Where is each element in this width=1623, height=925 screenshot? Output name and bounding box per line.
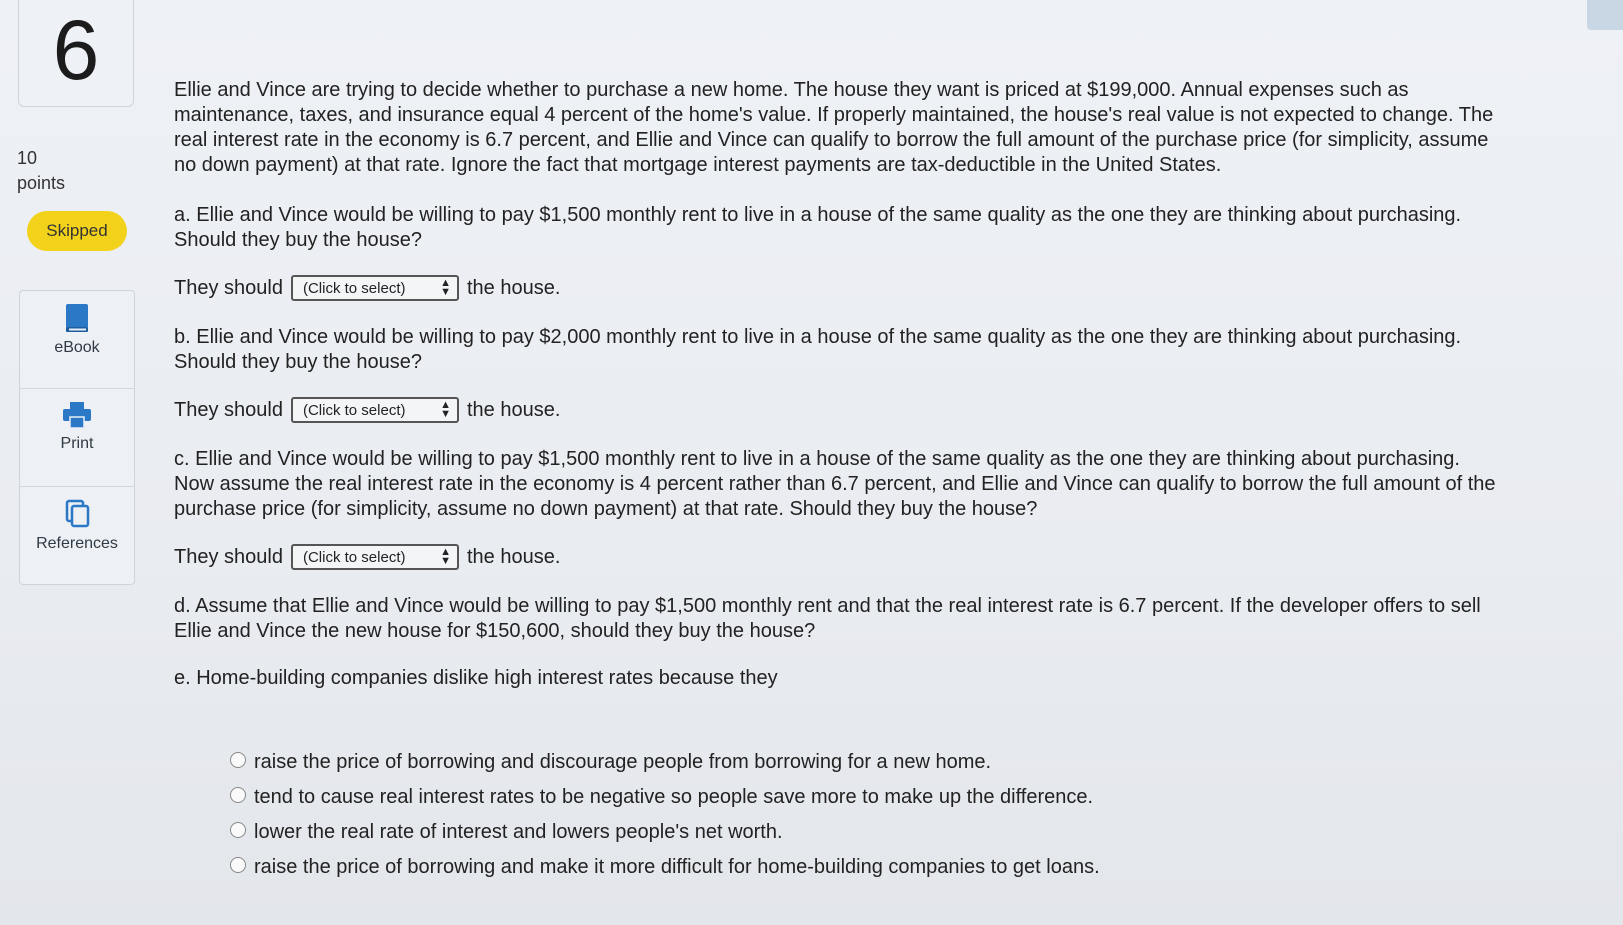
- option-label: lower the real rate of interest and lowers people's net worth.: [254, 821, 783, 843]
- radio-button[interactable]: [230, 752, 246, 768]
- radio-button[interactable]: [230, 857, 246, 873]
- option-label: tend to cause real interest rates to be negative so people save more to make up the difference.: [254, 786, 1094, 808]
- part-e-options: [230, 745, 1504, 885]
- part-c-suffix: the house.: [466, 545, 561, 568]
- question-content: [174, 78, 1504, 885]
- part-c-select[interactable]: [291, 544, 459, 570]
- chevron-updown-icon: ▲ ▼: [440, 399, 451, 420]
- radio-button[interactable]: [230, 822, 246, 838]
- part-b-answer: [174, 397, 1504, 423]
- chevron-updown-icon: ▲ ▼: [440, 546, 451, 567]
- points-value: 10: [17, 148, 38, 168]
- book-icon: [20, 303, 134, 333]
- chevron-updown-icon: ▲ ▼: [440, 277, 451, 298]
- points-info: [17, 146, 65, 196]
- print-label: Print: [60, 435, 94, 452]
- ebook-button[interactable]: [20, 303, 134, 389]
- part-b-select[interactable]: [291, 397, 459, 423]
- part-e-option-2[interactable]: [230, 780, 1504, 815]
- part-b-suffix: the house.: [466, 398, 561, 421]
- part-b-question: b. Ellie and Vince would be willing to pay $2,000 monthly rent to live in a house of the same quality as the one they are thinking about purchasing. Should they buy the house?: [174, 326, 1462, 373]
- part-c-answer: [174, 544, 1504, 570]
- part-a-prefix: They should: [174, 276, 283, 299]
- print-button[interactable]: [20, 401, 134, 487]
- ebook-label: eBook: [54, 339, 100, 356]
- points-label: points: [17, 173, 66, 193]
- part-e-option-4[interactable]: [230, 850, 1504, 885]
- corner-tab[interactable]: [1587, 0, 1623, 30]
- question-number-box: [18, 0, 134, 107]
- part-a-suffix: the house.: [466, 276, 561, 299]
- part-a-answer: [174, 275, 1504, 301]
- part-c-question: c. Ellie and Vince would be willing to pay $1,500 monthly rent to live in a house of the same quality as the one they are thinking about purchasing. Now assume the real interest rate in the economy is 4 percent rather than 6.7 percent, and Ellie and Vince can qualify to borrow the full amount of the purchase price (for simplicity, assume no down payment) at that rate. Should they buy the house?: [174, 448, 1496, 520]
- part-a-select-value: (Click to select): [302, 279, 406, 297]
- part-b-prefix: They should: [174, 398, 283, 421]
- part-e-option-1[interactable]: [230, 745, 1504, 780]
- question-intro: Ellie and Vince are trying to decide whether to purchase a new home. The house they want is priced at $199,000. Annual expenses such as maintenance, taxes, and insurance equal 4 percent of the home's value. If properly maintained, the house's real value is not expected to change. The real interest rate in the economy is 6.7 percent, and Ellie and Vince can qualify to borrow the full amount of the purchase price (for simplicity, assume no down payment) at that rate. Ignore the fact that mortgage interest payments are tax-deductible in the United States.: [174, 79, 1494, 176]
- radio-button[interactable]: [230, 787, 246, 803]
- question-number: 6: [52, 3, 100, 97]
- part-c-prefix: They should: [174, 545, 283, 568]
- part-a-question: a. Ellie and Vince would be willing to pay $1,500 monthly rent to live in a house of the same quality as the one they are thinking about purchasing. Should they buy the house?: [174, 204, 1462, 251]
- references-icon: [20, 499, 134, 529]
- option-label: raise the price of borrowing and discourage people from borrowing for a new home.: [254, 751, 992, 773]
- part-e-option-3[interactable]: [230, 815, 1504, 850]
- tools-panel: [19, 290, 135, 585]
- part-c-select-value: (Click to select): [302, 548, 406, 566]
- references-button[interactable]: [20, 499, 134, 584]
- part-a-select[interactable]: [291, 275, 459, 301]
- option-label: raise the price of borrowing and make it more difficult for home-building companies to get loans.: [254, 856, 1100, 878]
- part-b-select-value: (Click to select): [302, 401, 406, 419]
- references-label: References: [36, 535, 118, 552]
- part-e-question: e. Home-building companies dislike high interest rates because they: [174, 667, 778, 689]
- printer-icon: [20, 401, 134, 429]
- part-d-question: d. Assume that Ellie and Vince would be willing to pay $1,500 monthly rent and that the real interest rate is 6.7 percent. If the developer offers to sell Ellie and Vince the new house for $150,600, should they buy the house?: [174, 595, 1481, 642]
- status-badge: Skipped: [27, 211, 127, 251]
